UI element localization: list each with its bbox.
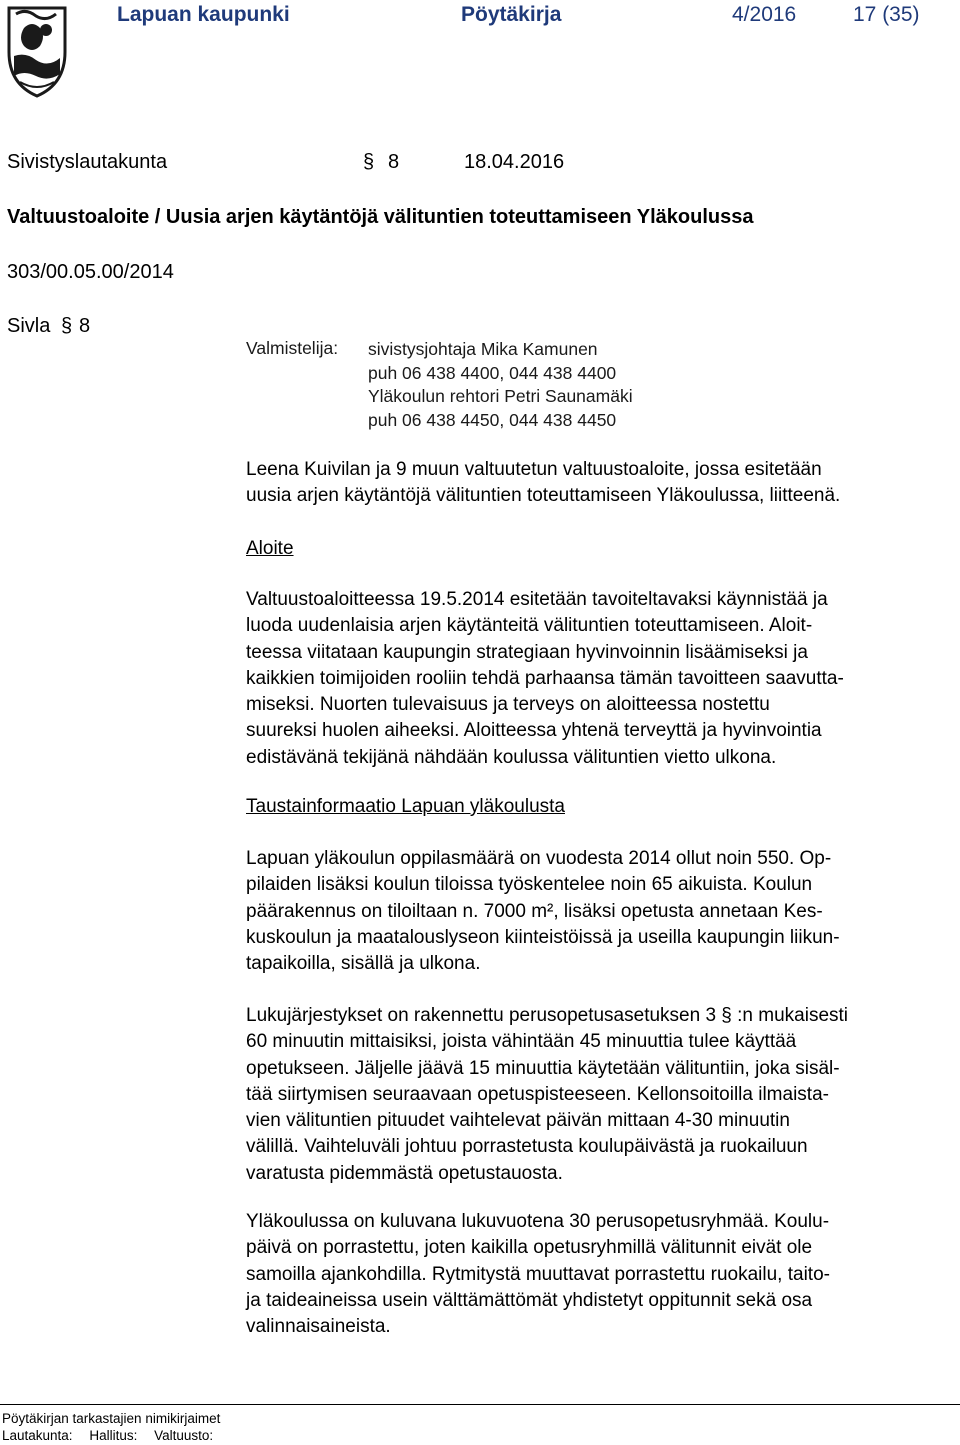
footer-initials-label: Pöytäkirjan tarkastajien nimikirjaimet <box>2 1411 221 1426</box>
doc-number: 4/2016 <box>732 3 797 26</box>
preparer-line: puh 06 438 4400, 044 438 4400 <box>368 362 617 383</box>
text-line: miseksi. Nuorten tulevaisuus ja terveys on aloitteessa nostettu <box>246 694 770 716</box>
text-line: varatusta pidemmästä opetustauosta. <box>246 1162 563 1184</box>
text-line: luoda uudenlaisia arjen käytänteitä välituntien toteuttamiseen. Aloit- <box>246 615 813 637</box>
coat-of-arms-icon <box>6 2 68 98</box>
background-paragraph-3 <box>246 1209 956 1340</box>
footer-divider <box>0 1404 960 1405</box>
org-name: Lapuan kaupunki <box>117 3 290 26</box>
preparer-block <box>368 338 633 432</box>
text-line: valinnaisaineista. <box>246 1316 391 1338</box>
text-line: päivä on porrastettu, joten kaikilla opetusryhmillä välitunnit eivät ole <box>246 1237 813 1259</box>
text-line: Leena Kuivilan ja 9 muun valtuutetun valtuustoaloite, jossa esitetään <box>246 459 822 480</box>
text-line: samoilla ajankohdilla. Rytmitystä muuttavat porrastettu ruokailu, taito- <box>246 1263 830 1285</box>
case-section-sign: § <box>61 315 73 337</box>
text-line: tapaikoilla, sisällä ja ulkona. <box>246 953 481 975</box>
doc-type: Pöytäkirja <box>461 3 562 26</box>
background-paragraph-2 <box>246 1003 956 1187</box>
text-line: Lukujärjestykset on rakennettu perusopetusasetuksen 3 § :n mukaisesti <box>246 1005 849 1026</box>
text-line: pilaiden lisäksi koulun tiloissa työskentelee noin 65 aikuista. Koulun <box>246 874 813 896</box>
text-line: kaikkien toimijoiden rooliin tehdä parhaansa tämän tavoitteen saavutta- <box>246 667 844 689</box>
text-line: suureksi huolen aiheeksi. Aloitteessa yhtenä terveyttä ja hyvinvointia <box>246 720 822 742</box>
text-line: päärakennus on tiloiltaan n. 7000 m², lisäksi opetusta annetaan Kes- <box>246 900 823 922</box>
diary-number: 303/00.05.00/2014 <box>7 261 174 283</box>
text-line: Yläkoulussa on kuluvana lukuvuotena 30 perusopetusryhmää. Koulu- <box>246 1211 830 1232</box>
text-line: 60 minuutin mittaisiksi, joista vähintään 45 minuuttia tulee käyttää <box>246 1031 797 1053</box>
preparer-line: sivistysjohtaja Mika Kamunen <box>368 339 598 359</box>
intro-paragraph <box>246 457 956 510</box>
text-line: tää siirtymisen seuraavaan opetuspisteeseen. Kellonsoitoilla ilmaista- <box>246 1083 829 1105</box>
footer-label-council: Valtuusto: <box>154 1428 214 1443</box>
text-line: Valtuustoaloitteessa 19.5.2014 esitetään tavoiteltavaksi käynnistää ja <box>246 589 828 610</box>
text-line: uusia arjen käytäntöjä välituntien toteuttamiseen Yläkoulussa, liitteenä. <box>246 485 841 507</box>
page-number: 17 (35) <box>853 3 920 26</box>
preparer-line: puh 06 438 4450, 044 438 4450 <box>368 409 617 430</box>
preparer-label: Valmistelija: <box>246 338 339 358</box>
text-line: välillä. Vaihteluväli johtuu porrastetusta koulupäivästä ja ruokailuun <box>246 1136 808 1158</box>
page-title: Valtuustoaloite / Uusia arjen käytäntöjä välituntien toteuttamiseen Yläkoulussa <box>7 206 754 228</box>
footer-label-board: Lautakunta: <box>2 1428 73 1443</box>
text-line: teessa viitataan kaupungin strategiaan hyvinvoinnin lisäämiseksi ja <box>246 641 808 663</box>
page-header <box>0 0 960 40</box>
text-line: vien välituntien pituudet vaihtelevat päivän mittaan 4-30 minuutin <box>246 1110 790 1132</box>
footer-signature-labels <box>2 1428 226 1443</box>
meeting-date: 18.04.2016 <box>464 151 565 173</box>
case-section-number: 8 <box>79 315 91 337</box>
board-name: Sivistyslautakunta <box>7 151 168 173</box>
section-sign: § <box>363 151 375 173</box>
text-line: edistävänä tekijänä nähdään koulussa välituntien vietto ulkona. <box>246 746 777 768</box>
footer-label-government: Hallitus: <box>89 1428 138 1443</box>
aloite-heading: Aloite <box>246 538 294 559</box>
preparer-line: Yläkoulun rehtori Petri Saunamäki <box>368 386 633 406</box>
text-line: Lapuan yläkoulun oppilasmäärä on vuodesta 2014 ollut noin 550. Op- <box>246 848 832 869</box>
aloite-paragraph <box>246 587 956 771</box>
text-line: opetukseen. Jäljelle jäävä 15 minuuttia käytetään välituntiin, joka sisäl- <box>246 1057 840 1079</box>
background-heading: Taustainformaatio Lapuan yläkoulusta <box>246 796 565 817</box>
section-number: 8 <box>388 151 400 173</box>
background-paragraph-1 <box>246 846 956 977</box>
case-label: Sivla <box>7 315 51 337</box>
text-line: kuskoulun ja maatalouslyseon kiinteistöissä ja useilla kaupungin liikun- <box>246 926 840 948</box>
text-line: ja taideaineissa usein välttämättömät yhdistetyt oppitunnit sekä osa <box>246 1289 813 1311</box>
